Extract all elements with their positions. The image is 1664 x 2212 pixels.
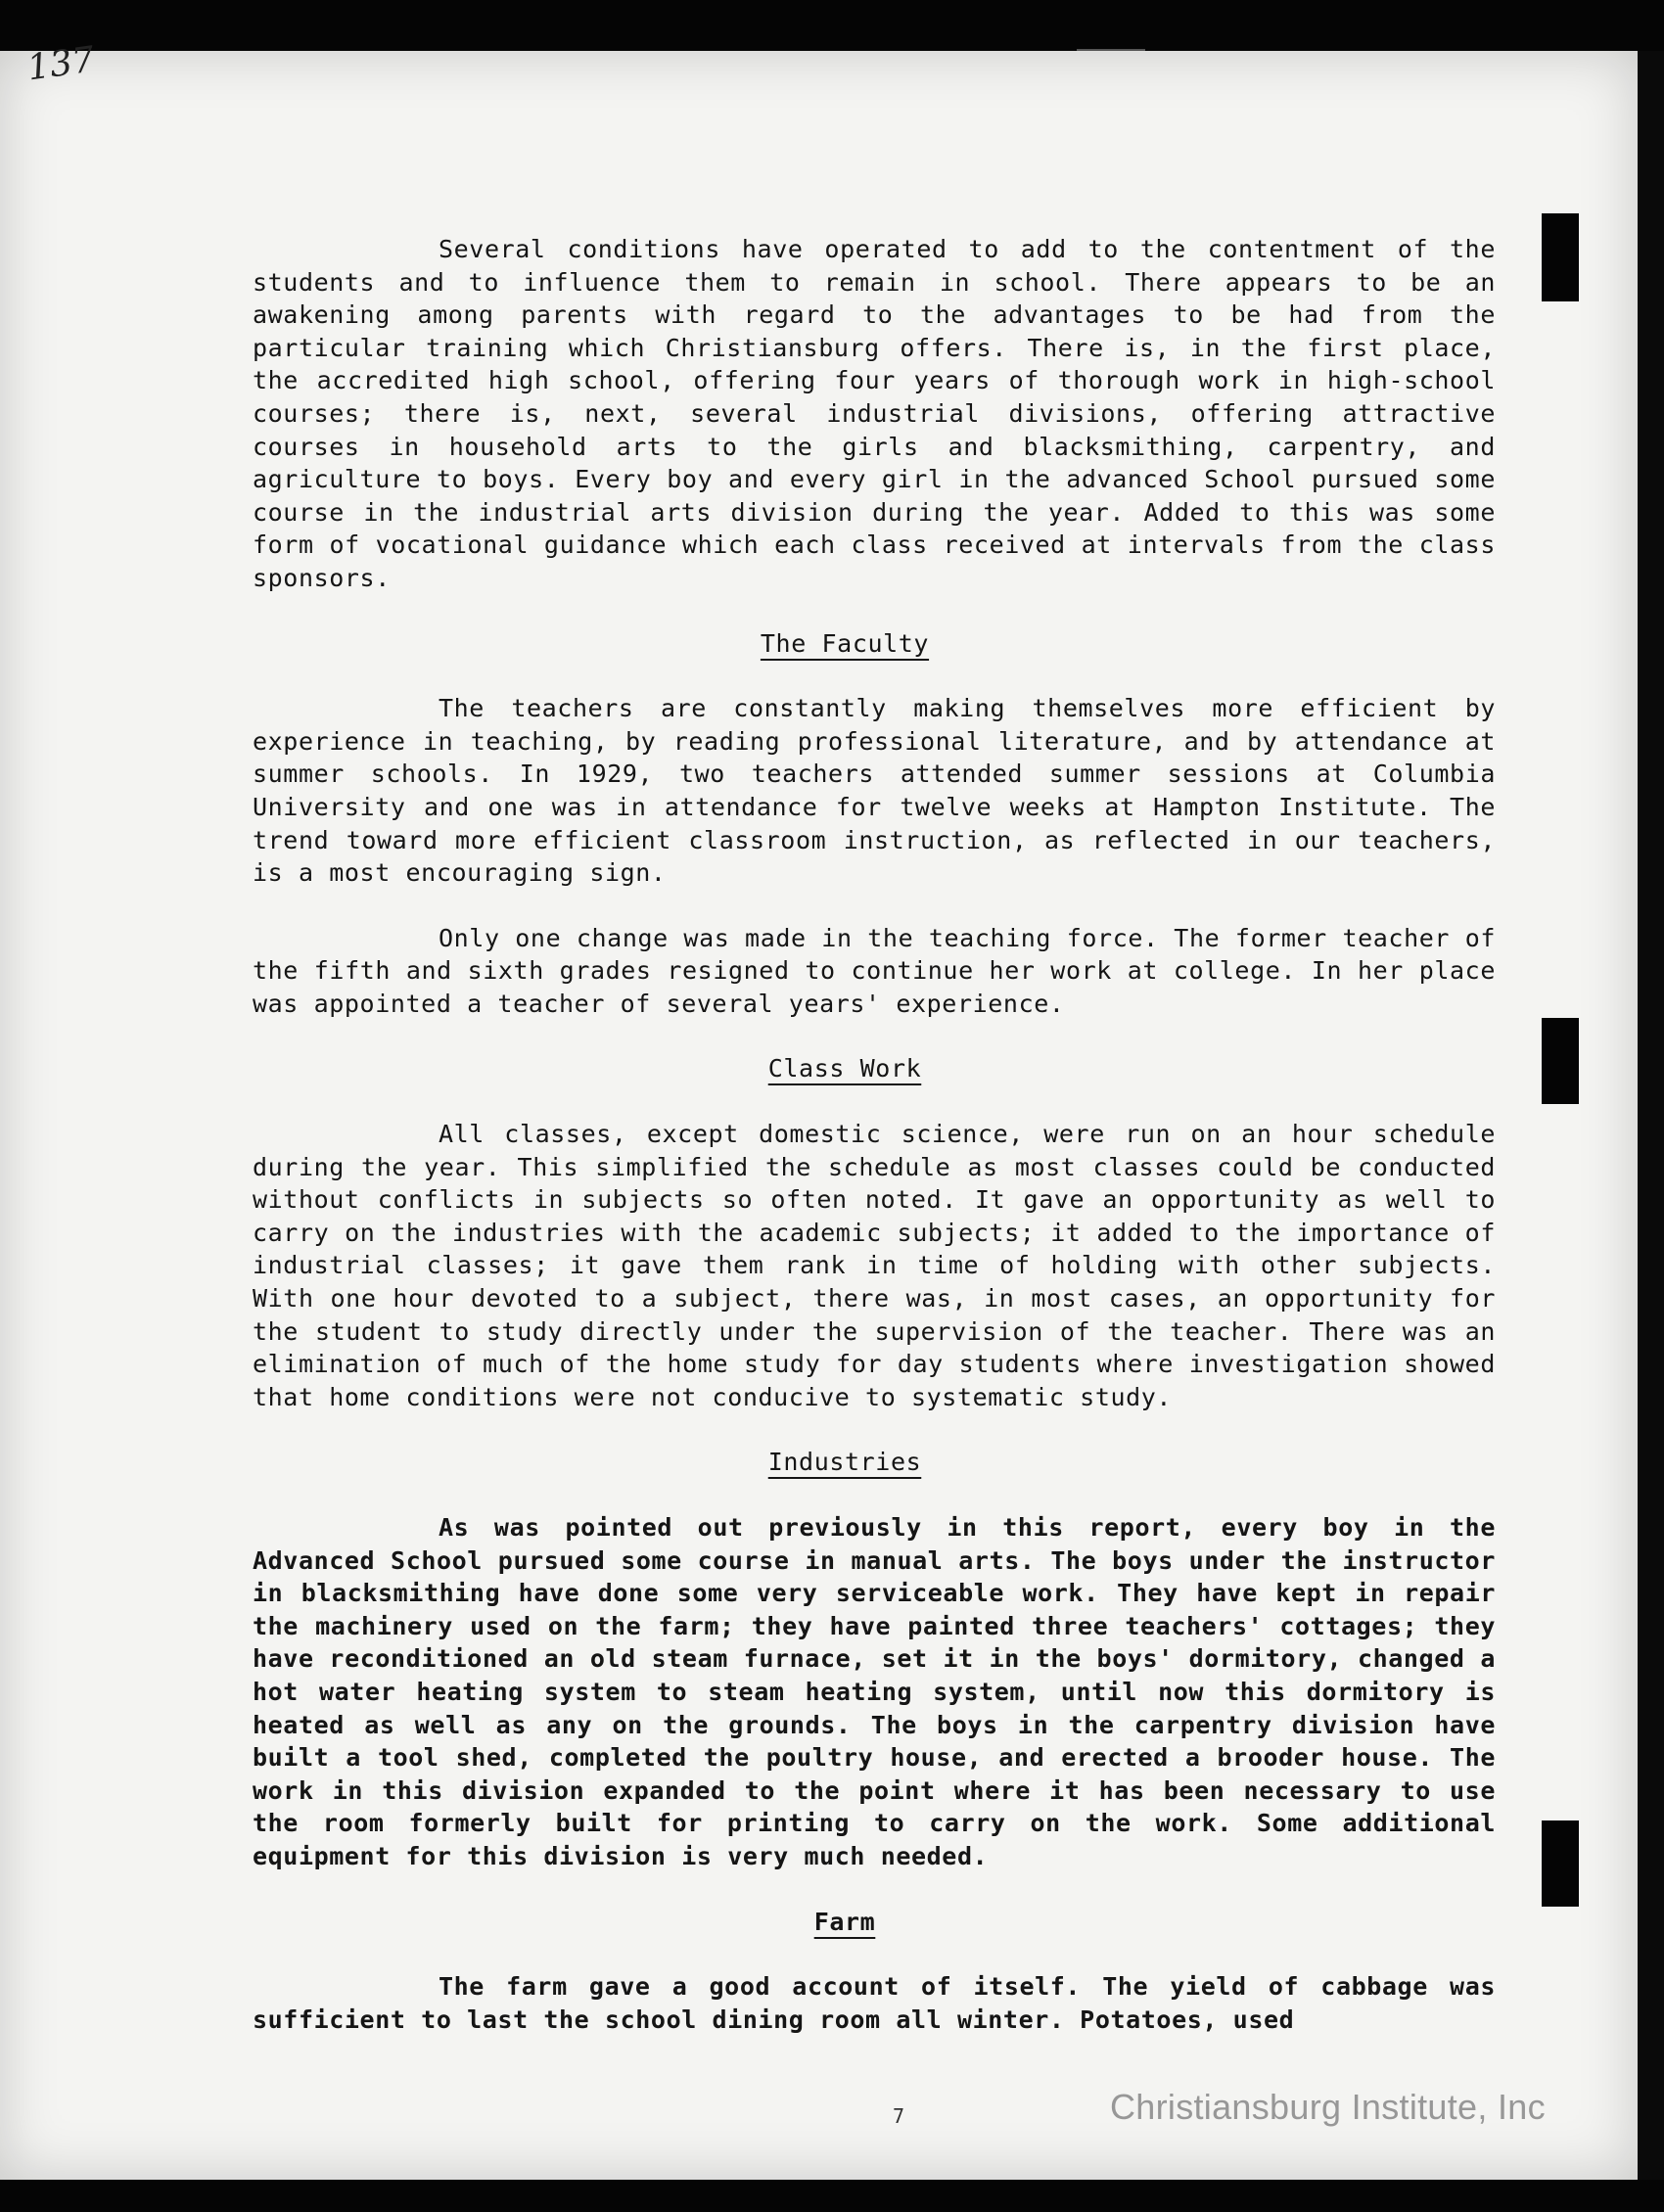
faculty-paragraph-2: Only one change was made in the teaching force. The former teacher of the fifth and sixth grades resigned to continue her work at college. In her place was appointed a teacher of several years' experience. <box>253 923 1496 1018</box>
footer-page-mark: 7 <box>893 2104 905 2128</box>
scan-bottom-border <box>0 2180 1664 2212</box>
farm-paragraph: The farm gave a good account of itself. The yield of cabbage was sufficient to last the school dining room all winter. Potatoes, used <box>253 1972 1496 2034</box>
farm-heading <box>253 1906 1496 1939</box>
handwritten-page-number: 137 <box>24 39 98 89</box>
typed-report-body <box>253 233 1496 2068</box>
classwork-heading <box>253 1052 1496 1085</box>
classwork-heading-text: Class Work <box>767 1054 922 1083</box>
classwork-paragraph: All classes, except domestic science, were run on an hour schedule during the year. This simplified the schedule as most classes could be conducted without conflicts in subjects so often noted. It gave an opportunity as well to carry on the industries with the academic subjects; it added to the importance of industrial classes; it gave them rank in time of holding with other subjects. With one hour devoted to a subject, there was, in most cases, an opportunity for the student to study directly under the supervision of the teacher. There was an elimination of much of the home study for day students where investigation showed that home conditions were not conducive to systematic study. <box>253 1120 1496 1411</box>
faculty-heading-text: The Faculty <box>760 628 930 658</box>
registration-mark-bottom <box>1542 1820 1579 1907</box>
intro-paragraph: Several conditions have operated to add to the contentment of the students and to influence them to remain in school. There appears to be an awakening among parents with regard to the advantages to be had from the particular training which Christiansburg offers. There is, in the first place, the accredited high school, offering four years of thorough work in high-school courses; there is, next, several industrial divisions, offering attractive courses in household arts to the girls and blacksmithing, carpentry, and agriculture to boys. Every boy and every girl in the advanced School pursued some course in the industrial arts division during the year. Added to this was some form of vocational guidance which each class received at intervals from the class sponsors. <box>253 235 1496 592</box>
industries-heading-text: Industries <box>767 1448 922 1477</box>
industries-paragraph: As was pointed out previously in this report, every boy in the Advanced School pursued some course in manual arts. The boys under the instructor in blacksmithing have done some very serviceable work. They have kept in repair the machinery used on the farm; they have painted three teachers' cottages; they have reconditioned an old steam furnace, set it in the boys' dormitory, changed a hot water heating system to steam heating system, until now this dormitory is heated as well as any on the grounds. The boys in the carpentry division have built a tool shed, completed the poultry house, and erected a brooder house. The work in this division expanded to the point where it has been necessary to use the room formerly built for printing to carry on the work. Some additional equipment for this division is very much needed. <box>253 1513 1496 1870</box>
farm-heading-text: Farm <box>813 1907 876 1936</box>
faculty-paragraph-1: The teachers are constantly making themselves more efficient by experience in teaching, by reading professional literature, and by attendance at summer schools. In 1929, two teachers attended summer sessions at Columbia University and one was in attendance for twelve weeks at Hampton Institute. The trend toward more efficient classroom instruction, as reflected in our teachers, is a most encouraging sign. <box>253 694 1496 888</box>
faculty-heading <box>253 627 1496 661</box>
scan-right-border <box>1638 51 1664 2212</box>
registration-mark-top <box>1542 213 1579 301</box>
scan-top-border <box>0 0 1664 51</box>
top-dash-mark <box>1077 49 1145 51</box>
registration-mark-middle <box>1542 1018 1579 1104</box>
industries-heading <box>253 1446 1496 1479</box>
archive-watermark: Christiansburg Institute, Inc <box>1110 2087 1546 2127</box>
